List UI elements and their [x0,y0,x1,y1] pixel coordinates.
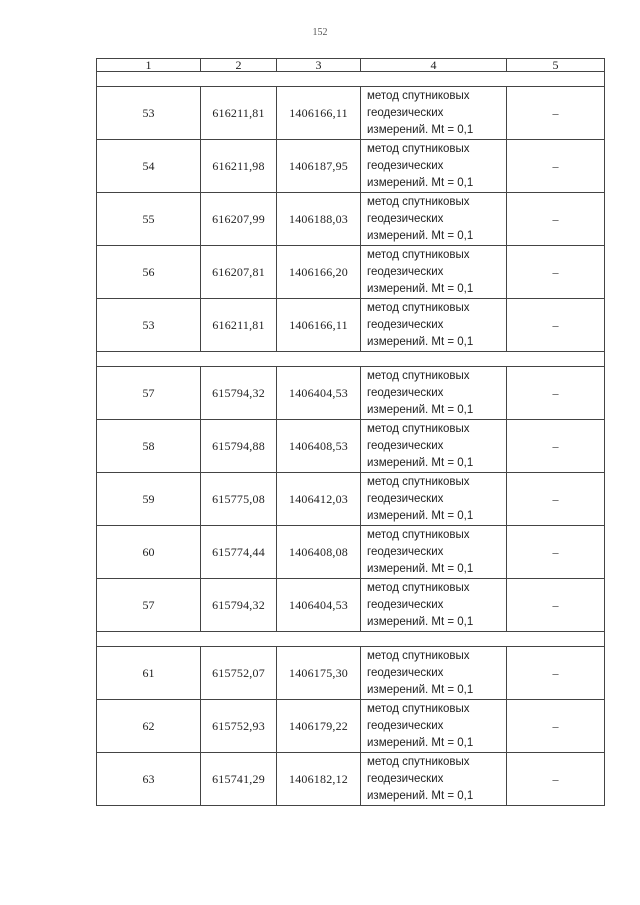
page-number: 152 [312,27,328,38]
point-number-cell: 61 [97,647,201,700]
method-line: метод спутниковых [367,369,470,382]
y-coordinate-cell: 1406187,95 [277,140,361,193]
method-cell [361,526,507,579]
y-coordinate-cell: 1406188,03 [277,193,361,246]
group-separator-cell [97,72,605,87]
point-number-cell: 55 [97,193,201,246]
y-coordinate-cell: 1406404,53 [277,367,361,420]
method-cell [361,473,507,526]
group-separator-row [97,72,605,87]
x-coordinate-cell: 616211,81 [201,299,277,352]
method-line: геодезических [367,719,444,732]
coordinates-table [96,58,605,806]
method-line: геодезических [367,318,444,331]
method-line: метод спутниковых [367,248,470,261]
table-header-row [97,59,605,72]
table-row [97,526,605,579]
method-cell [361,87,507,140]
x-coordinate-cell: 616211,81 [201,87,277,140]
point-number-cell: 62 [97,700,201,753]
point-number-cell: 57 [97,579,201,632]
method-line: геодезических [367,439,444,452]
group-separator-cell [97,632,605,647]
x-coordinate-cell: 616211,98 [201,140,277,193]
method-line: метод спутниковых [367,195,470,208]
y-coordinate-cell: 1406166,11 [277,87,361,140]
method-line: метод спутниковых [367,649,470,662]
column-header: 2 [201,59,277,72]
method-cell [361,193,507,246]
point-number-cell: 60 [97,526,201,579]
table-row [97,87,605,140]
x-coordinate-cell: 615794,32 [201,579,277,632]
method-cell [361,246,507,299]
note-cell: – [507,140,605,193]
method-line: метод спутниковых [367,301,470,314]
table-row [97,246,605,299]
method-cell [361,420,507,473]
note-cell: – [507,367,605,420]
method-cell [361,299,507,352]
group-separator-cell [97,352,605,367]
x-coordinate-cell: 615752,07 [201,647,277,700]
method-line: измерений. Mt = 0,1 [367,509,474,522]
x-coordinate-cell: 615794,88 [201,420,277,473]
method-line: геодезических [367,386,444,399]
column-header: 1 [97,59,201,72]
method-line: метод спутниковых [367,755,470,768]
point-number-cell: 56 [97,246,201,299]
x-coordinate-cell: 615794,32 [201,367,277,420]
method-line: геодезических [367,492,444,505]
method-line: метод спутниковых [367,475,470,488]
method-line: измерений. Mt = 0,1 [367,562,474,575]
table-row [97,299,605,352]
note-cell: – [507,647,605,700]
method-line: геодезических [367,159,444,172]
method-line: измерений. Mt = 0,1 [367,403,474,416]
group-separator-row [97,632,605,647]
method-cell [361,367,507,420]
method-line: геодезических [367,212,444,225]
y-coordinate-cell: 1406404,53 [277,579,361,632]
method-line: геодезических [367,265,444,278]
point-number-cell: 59 [97,473,201,526]
method-line: измерений. Mt = 0,1 [367,335,474,348]
table-row [97,140,605,193]
x-coordinate-cell: 615775,08 [201,473,277,526]
y-coordinate-cell: 1406179,22 [277,700,361,753]
method-line: измерений. Mt = 0,1 [367,282,474,295]
y-coordinate-cell: 1406412,03 [277,473,361,526]
table-row [97,367,605,420]
point-number-cell: 53 [97,87,201,140]
method-line: геодезических [367,106,444,119]
method-cell [361,579,507,632]
method-line: геодезических [367,545,444,558]
note-cell: – [507,246,605,299]
column-header: 3 [277,59,361,72]
note-cell: – [507,193,605,246]
table-row [97,700,605,753]
method-line: метод спутниковых [367,142,470,155]
method-line: измерений. Mt = 0,1 [367,123,474,136]
column-header: 4 [361,59,507,72]
method-line: геодезических [367,666,444,679]
method-cell [361,140,507,193]
y-coordinate-cell: 1406175,30 [277,647,361,700]
y-coordinate-cell: 1406408,08 [277,526,361,579]
x-coordinate-cell: 616207,99 [201,193,277,246]
table-row [97,193,605,246]
note-cell: – [507,420,605,473]
method-line: метод спутниковых [367,89,470,102]
note-cell: – [507,700,605,753]
method-line: измерений. Mt = 0,1 [367,615,474,628]
x-coordinate-cell: 615741,29 [201,753,277,806]
method-line: измерений. Mt = 0,1 [367,683,474,696]
y-coordinate-cell: 1406166,20 [277,246,361,299]
method-line: геодезических [367,598,444,611]
method-cell [361,647,507,700]
point-number-cell: 57 [97,367,201,420]
x-coordinate-cell: 615752,93 [201,700,277,753]
x-coordinate-cell: 615774,44 [201,526,277,579]
column-header: 5 [507,59,605,72]
method-cell [361,753,507,806]
note-cell: – [507,753,605,806]
method-line: метод спутниковых [367,581,470,594]
method-line: метод спутниковых [367,528,470,541]
method-line: измерений. Mt = 0,1 [367,736,474,749]
method-line: метод спутниковых [367,702,470,715]
method-line: измерений. Mt = 0,1 [367,789,474,802]
note-cell: – [507,87,605,140]
x-coordinate-cell: 616207,81 [201,246,277,299]
y-coordinate-cell: 1406408,53 [277,420,361,473]
group-separator-row [97,352,605,367]
method-line: измерений. Mt = 0,1 [367,456,474,469]
table-row [97,647,605,700]
y-coordinate-cell: 1406182,12 [277,753,361,806]
table-row [97,753,605,806]
table-row [97,473,605,526]
note-cell: – [507,299,605,352]
point-number-cell: 58 [97,420,201,473]
table-row [97,579,605,632]
method-cell [361,700,507,753]
point-number-cell: 54 [97,140,201,193]
method-line: метод спутниковых [367,422,470,435]
point-number-cell: 63 [97,753,201,806]
method-line: измерений. Mt = 0,1 [367,176,474,189]
method-line: геодезических [367,772,444,785]
y-coordinate-cell: 1406166,11 [277,299,361,352]
note-cell: – [507,473,605,526]
table-row [97,420,605,473]
point-number-cell: 53 [97,299,201,352]
method-line: измерений. Mt = 0,1 [367,229,474,242]
note-cell: – [507,526,605,579]
note-cell: – [507,579,605,632]
